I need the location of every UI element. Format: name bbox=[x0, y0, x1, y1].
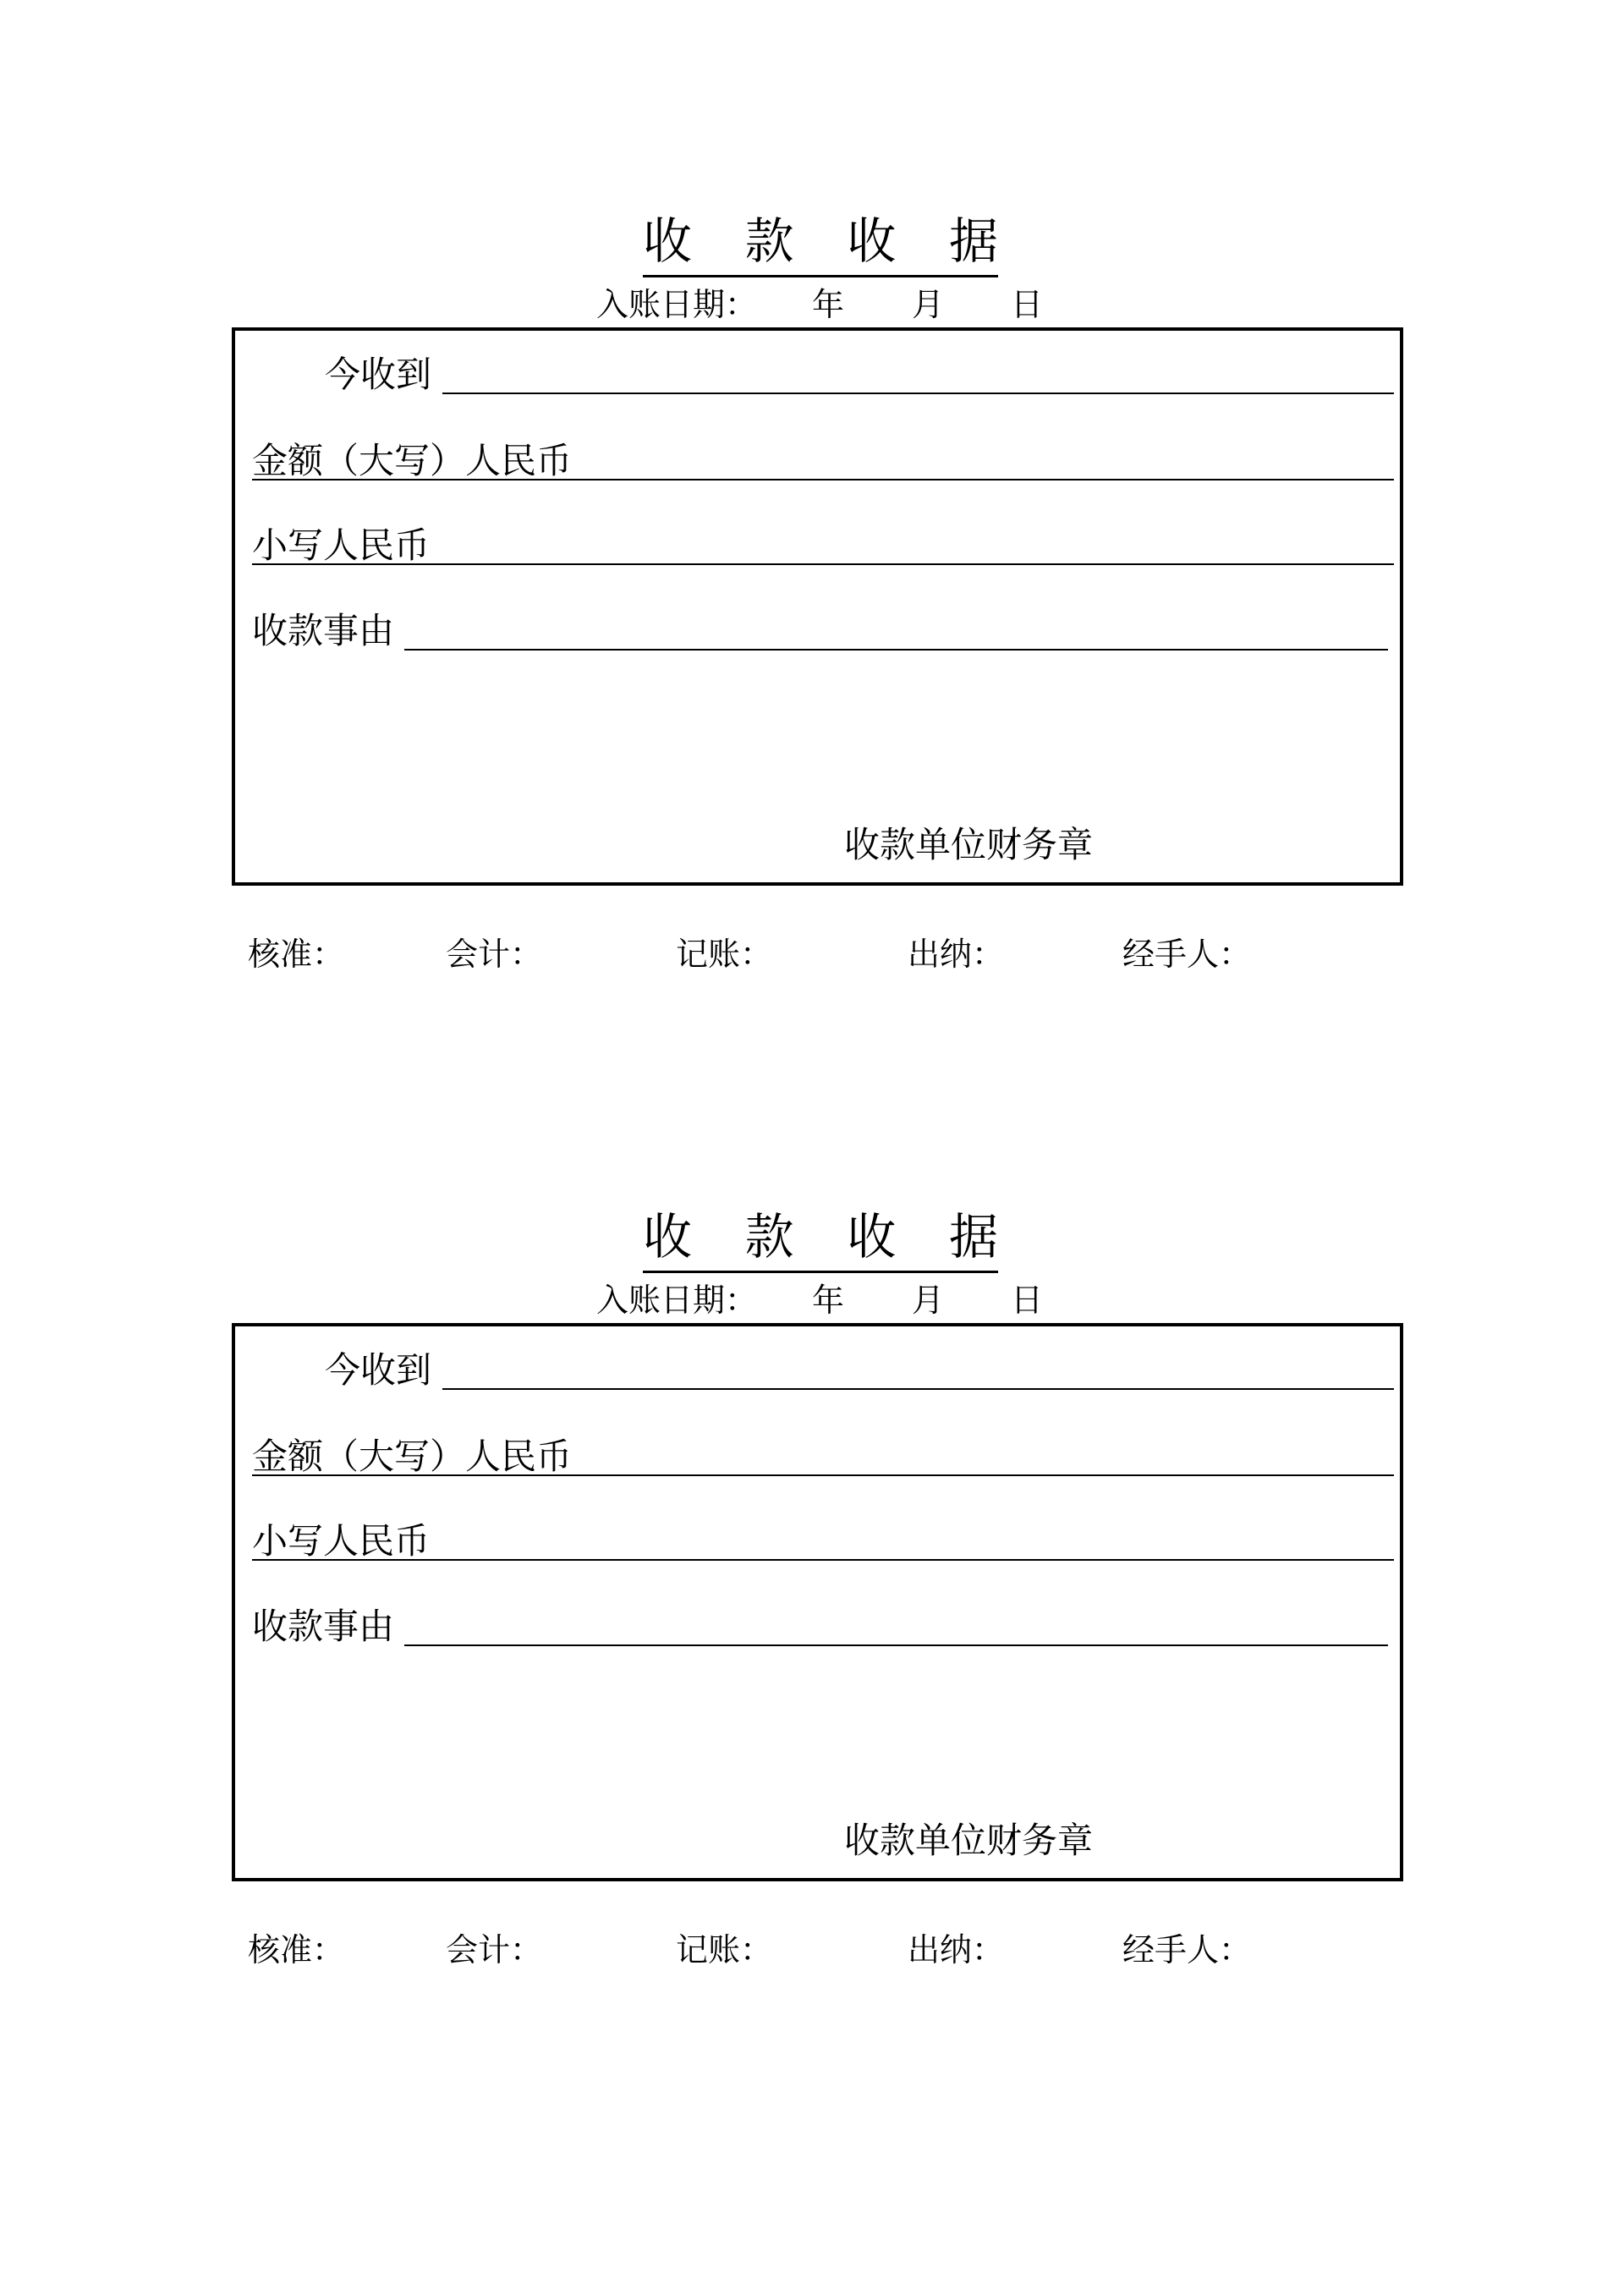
date-day-label: 日 bbox=[1011, 286, 1044, 323]
reason-label: 收款事由 bbox=[252, 1606, 395, 1647]
received-from-label: 今收到 bbox=[325, 354, 432, 395]
finance-seal-label: 收款单位财务章 bbox=[844, 1820, 1094, 1861]
receipt-form-2 bbox=[0, 996, 1624, 1994]
date-month-label: 月 bbox=[912, 1282, 945, 1319]
signature-row bbox=[0, 933, 1624, 975]
receipt-box bbox=[232, 327, 1403, 886]
signature-row bbox=[0, 1929, 1624, 1971]
title-char: 据 bbox=[948, 1208, 998, 1266]
reason-label: 收款事由 bbox=[252, 610, 395, 651]
received-from-line[interactable] bbox=[442, 1388, 1394, 1390]
entry-date-label: 入账日期： bbox=[596, 286, 758, 323]
received-from-label: 今收到 bbox=[325, 1349, 432, 1391]
title-char: 收 bbox=[847, 1208, 897, 1266]
receipt-title bbox=[643, 1203, 998, 1273]
date-year-label: 年 bbox=[812, 1282, 845, 1319]
receipt-title bbox=[643, 207, 998, 277]
amount-upper-label: 金额（大写）人民币 bbox=[252, 1436, 573, 1477]
date-day-label: 日 bbox=[1011, 1282, 1044, 1319]
amount-lower-label: 小写人民币 bbox=[252, 1520, 431, 1562]
title-char: 款 bbox=[744, 212, 794, 270]
amount-lower-line[interactable] bbox=[252, 563, 1394, 565]
amount-upper-line[interactable] bbox=[252, 1474, 1394, 1476]
approver-label: 核准： bbox=[248, 936, 345, 973]
reason-line[interactable] bbox=[404, 1644, 1388, 1646]
accountant-label: 会计： bbox=[446, 1931, 543, 1968]
bookkeeper-label: 记账： bbox=[676, 936, 773, 973]
handler-label: 经手人： bbox=[1122, 1931, 1252, 1968]
bookkeeper-label: 记账： bbox=[676, 1931, 773, 1968]
date-year-label: 年 bbox=[812, 286, 845, 323]
title-char: 据 bbox=[948, 212, 998, 270]
handler-label: 经手人： bbox=[1122, 936, 1252, 973]
cashier-label: 出纳： bbox=[908, 1931, 1005, 1968]
finance-seal-label: 收款单位财务章 bbox=[844, 824, 1094, 865]
entry-date-row bbox=[0, 1279, 1624, 1321]
date-month-label: 月 bbox=[912, 286, 945, 323]
reason-line[interactable] bbox=[404, 649, 1388, 651]
amount-upper-label: 金额（大写）人民币 bbox=[252, 440, 573, 481]
entry-date-row bbox=[0, 283, 1624, 326]
entry-date-label: 入账日期： bbox=[596, 1282, 758, 1319]
title-char: 收 bbox=[643, 212, 693, 270]
title-char: 收 bbox=[643, 1208, 693, 1266]
amount-lower-line[interactable] bbox=[252, 1559, 1394, 1561]
receipt-box bbox=[232, 1323, 1403, 1881]
cashier-label: 出纳： bbox=[908, 936, 1005, 973]
amount-lower-label: 小写人民币 bbox=[252, 524, 431, 566]
title-char: 款 bbox=[744, 1208, 794, 1266]
accountant-label: 会计： bbox=[446, 936, 543, 973]
amount-upper-line[interactable] bbox=[252, 479, 1394, 480]
title-char: 收 bbox=[847, 212, 897, 270]
received-from-line[interactable] bbox=[442, 393, 1394, 394]
approver-label: 核准： bbox=[248, 1931, 345, 1968]
receipt-form-1 bbox=[0, 0, 1624, 998]
